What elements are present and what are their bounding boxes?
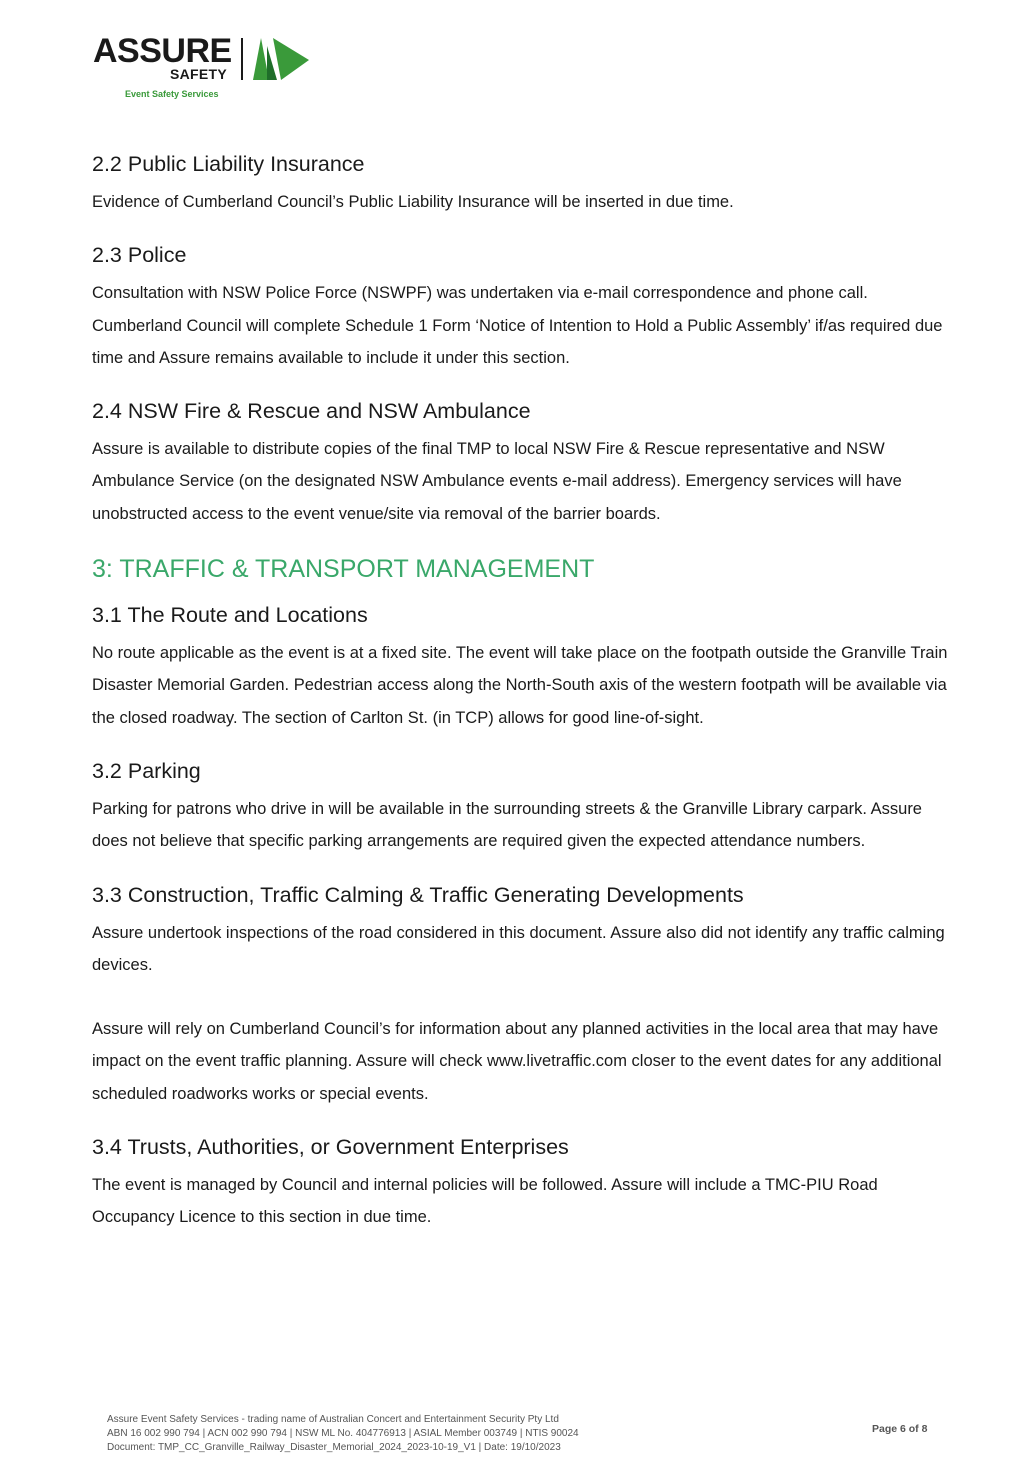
section-route-locations bbox=[92, 601, 952, 734]
section-fire-ambulance bbox=[92, 397, 952, 530]
paragraph: Consultation with NSW Police Force (NSWPF) was undertaken via e-mail correspondence and phone call. Cumberland Council will complete Schedule 1 Form ‘Notice of Intention to Hold a Public Assembly’ if/as required due time and Assure remains available to include it under this section. bbox=[92, 284, 943, 367]
paragraph: Evidence of Cumberland Council’s Public Liability Insurance will be inserted in due time. bbox=[92, 193, 734, 211]
paragraph: Assure undertook inspections of the road considered in this document. Assure also did not identify any traffic calming devices. bbox=[92, 923, 945, 974]
section-police bbox=[92, 241, 952, 374]
section-trusts-authorities bbox=[92, 1133, 952, 1234]
document-body bbox=[92, 150, 952, 1257]
section-heading: 3.2 Parking bbox=[92, 758, 201, 783]
logo-brand-text: ASSURE bbox=[93, 32, 232, 70]
logo-subbrand-text: SAFETY bbox=[170, 66, 228, 82]
footer-line: ABN 16 002 990 794 | ACN 002 990 794 | NSW ML No. 404776913 | ASIAL Member 003749 | NTIS 90024 bbox=[107, 1428, 579, 1439]
section-heading: 3.3 Construction, Traffic Calming & Traffic Generating Developments bbox=[92, 882, 744, 907]
paragraph: No route applicable as the event is at a fixed site. The event will take place on the footpath outside the Granville Train Disaster Memorial Garden. Pedestrian access along the North-South axis of the western footpath will be available via the closed roadway. The section of Carlton St. (in TCP) allows for good line-of-sight. bbox=[92, 644, 948, 727]
paragraph: Assure is available to distribute copies of the final TMP to local NSW Fire & Rescue representative and NSW Ambulance Service (on the designated NSW Ambulance events e-mail address). Emergency services will have unobstructed access to the event venue/site via removal of the barrier boards. bbox=[92, 440, 902, 523]
company-logo bbox=[93, 34, 323, 104]
footer-company-info bbox=[107, 1413, 579, 1455]
logo-triangle-icon bbox=[253, 36, 311, 82]
paragraph: The event is managed by Council and internal policies will be followed. Assure will include a TMC-PIU Road Occupancy Licence to this section in due time. bbox=[92, 1176, 878, 1227]
paragraph-spacer bbox=[92, 981, 952, 1013]
section-parking bbox=[92, 757, 952, 858]
section-public-liability bbox=[92, 150, 952, 218]
section-construction bbox=[92, 881, 952, 1110]
paragraph: Parking for patrons who drive in will be available in the surrounding streets & the Granville Library carpark. Assure does not believe that specific parking arrangements are required given the expected attendance numbers. bbox=[92, 799, 922, 851]
chapter-heading-traffic: 3: TRAFFIC & TRANSPORT MANAGEMENT bbox=[92, 555, 595, 584]
logo-divider bbox=[241, 38, 243, 80]
footer-line: Document: TMP_CC_Granville_Railway_Disaster_Memorial_2024_2023-10-19_V1 | Date: 19/10/2023 bbox=[107, 1442, 561, 1453]
section-heading: 3.1 The Route and Locations bbox=[92, 603, 368, 628]
footer-line: Assure Event Safety Services - trading name of Australian Concert and Entertainment Security Pty Ltd bbox=[107, 1414, 559, 1425]
section-heading: 2.3 Police bbox=[92, 243, 187, 268]
logo-tagline: Event Safety Services bbox=[125, 89, 219, 99]
section-heading: 2.4 NSW Fire & Rescue and NSW Ambulance bbox=[92, 399, 531, 424]
section-heading: 3.4 Trusts, Authorities, or Government Enterprises bbox=[92, 1135, 569, 1160]
page-number: Page 6 of 8 bbox=[872, 1423, 928, 1435]
section-heading: 2.2 Public Liability Insurance bbox=[92, 152, 365, 176]
paragraph: Assure will rely on Cumberland Council’s for information about any planned activities in the local area that may have impact on the event traffic planning. Assure will check www.livetraffic.com closer to the event dates for any additional scheduled roadworks works or special events. bbox=[92, 1020, 942, 1103]
